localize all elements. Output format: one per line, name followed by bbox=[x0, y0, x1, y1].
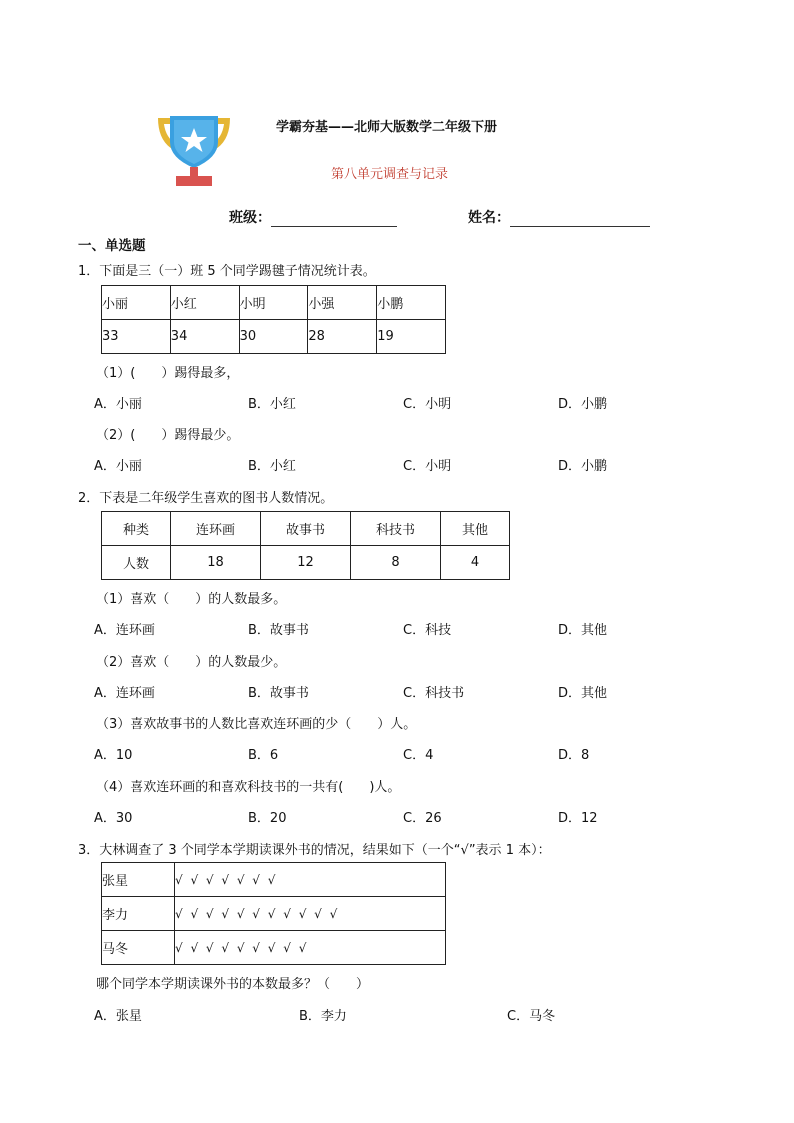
table-cell: 33 bbox=[102, 320, 171, 354]
option-b[interactable]: B．小红 bbox=[248, 459, 296, 474]
option-b[interactable]: B．小红 bbox=[248, 397, 296, 412]
table-cell: 人数 bbox=[102, 546, 171, 580]
table-cell: 34 bbox=[170, 320, 239, 354]
question-1-sub-2: （2）( ）踢得最少。 bbox=[96, 428, 240, 443]
table-row bbox=[102, 863, 446, 897]
option-d[interactable]: D．小鹏 bbox=[558, 397, 608, 412]
table-row bbox=[102, 931, 446, 965]
option-c[interactable]: C．科技书 bbox=[403, 686, 465, 701]
option-a[interactable]: A．连环画 bbox=[94, 686, 155, 701]
option-b[interactable]: B．故事书 bbox=[248, 623, 309, 638]
option-d[interactable]: D．其他 bbox=[558, 686, 608, 701]
question-2-stem: 2．下表是二年级学生喜欢的图书人数情况。 bbox=[78, 491, 334, 506]
table-row bbox=[102, 512, 510, 546]
table-cell: 小丽 bbox=[102, 286, 171, 320]
check-marks: √ √ √ √ √ √ √ bbox=[175, 863, 446, 897]
option-c[interactable]: C．马冬 bbox=[507, 1009, 556, 1024]
question-2-sub-4: （4）喜欢连环画的和喜欢科技书的一共有( )人。 bbox=[96, 780, 401, 795]
class-label: 班级： bbox=[229, 210, 271, 226]
table-cell: 张星 bbox=[102, 863, 175, 897]
check-marks: √ √ √ √ √ √ √ √ √ √ √ bbox=[175, 897, 446, 931]
page-title: 学霸夯基——北师大版数学二年级下册 bbox=[276, 120, 498, 135]
option-d[interactable]: D．小鹏 bbox=[558, 459, 608, 474]
option-d[interactable]: D．其他 bbox=[558, 623, 608, 638]
name-field bbox=[468, 207, 650, 227]
option-a[interactable]: A．10 bbox=[94, 748, 133, 763]
question-1-stem: 1．下面是三（一）班 5 个同学踢毽子情况统计表。 bbox=[78, 264, 376, 279]
option-b[interactable]: B．20 bbox=[248, 811, 287, 826]
table-cell: 故事书 bbox=[261, 512, 351, 546]
table-cell: 种类 bbox=[102, 512, 171, 546]
option-d[interactable]: D．8 bbox=[558, 748, 590, 763]
option-c[interactable]: C．小明 bbox=[403, 459, 452, 474]
table-cell: 其他 bbox=[441, 512, 510, 546]
class-input-line[interactable] bbox=[271, 212, 397, 227]
option-d[interactable]: D．12 bbox=[558, 811, 598, 826]
option-b[interactable]: B．故事书 bbox=[248, 686, 309, 701]
check-marks: √ √ √ √ √ √ √ √ √ bbox=[175, 931, 446, 965]
option-c[interactable]: C．4 bbox=[403, 748, 434, 763]
table-cell: 18 bbox=[171, 546, 261, 580]
question-2-sub-2: （2）喜欢（ ）的人数最少。 bbox=[96, 655, 287, 670]
question-1-sub-1: （1）( ）踢得最多， bbox=[96, 366, 240, 381]
table-cell: 科技书 bbox=[351, 512, 441, 546]
option-a[interactable]: A．小丽 bbox=[94, 397, 142, 412]
reading-stats-table bbox=[101, 862, 446, 965]
table-cell: 李力 bbox=[102, 897, 175, 931]
page-subtitle: 第八单元调查与记录 bbox=[331, 167, 449, 182]
trophy-icon bbox=[152, 112, 236, 188]
option-b[interactable]: B．6 bbox=[248, 748, 279, 763]
option-a[interactable]: A．连环画 bbox=[94, 623, 155, 638]
name-label: 姓名： bbox=[468, 210, 510, 226]
name-input-line[interactable] bbox=[510, 212, 650, 227]
table-cell: 4 bbox=[441, 546, 510, 580]
kick-stats-table bbox=[101, 285, 446, 354]
table-cell: 12 bbox=[261, 546, 351, 580]
question-2-sub-3: （3）喜欢故事书的人数比喜欢连环画的少（ ）人。 bbox=[96, 717, 417, 732]
table-cell: 连环画 bbox=[171, 512, 261, 546]
question-3-sub: 哪个同学本学期读课外书的本数最多？（ ） bbox=[96, 977, 370, 992]
table-row bbox=[102, 286, 446, 320]
book-stats-table bbox=[101, 511, 510, 580]
table-cell: 小明 bbox=[239, 286, 308, 320]
option-a[interactable]: A．30 bbox=[94, 811, 133, 826]
table-cell: 19 bbox=[377, 320, 446, 354]
option-a[interactable]: A．张星 bbox=[94, 1009, 142, 1024]
table-row bbox=[102, 897, 446, 931]
table-cell: 小鹏 bbox=[377, 286, 446, 320]
table-cell: 28 bbox=[308, 320, 377, 354]
section-heading: 一、单选题 bbox=[78, 238, 146, 254]
option-c[interactable]: C．小明 bbox=[403, 397, 452, 412]
question-3-stem: 3．大林调查了 3 个同学本学期读课外书的情况，结果如下（一个“√”表示 1 本）： bbox=[78, 843, 551, 858]
question-2-sub-1: （1）喜欢（ ）的人数最多。 bbox=[96, 592, 287, 607]
option-c[interactable]: C．26 bbox=[403, 811, 442, 826]
table-row bbox=[102, 546, 510, 580]
table-cell: 8 bbox=[351, 546, 441, 580]
table-cell: 30 bbox=[239, 320, 308, 354]
table-cell: 小红 bbox=[170, 286, 239, 320]
option-b[interactable]: B．李力 bbox=[299, 1009, 347, 1024]
class-field bbox=[229, 207, 397, 227]
option-c[interactable]: C．科技 bbox=[403, 623, 452, 638]
table-cell: 马冬 bbox=[102, 931, 175, 965]
table-row bbox=[102, 320, 446, 354]
option-a[interactable]: A．小丽 bbox=[94, 459, 142, 474]
table-cell: 小强 bbox=[308, 286, 377, 320]
